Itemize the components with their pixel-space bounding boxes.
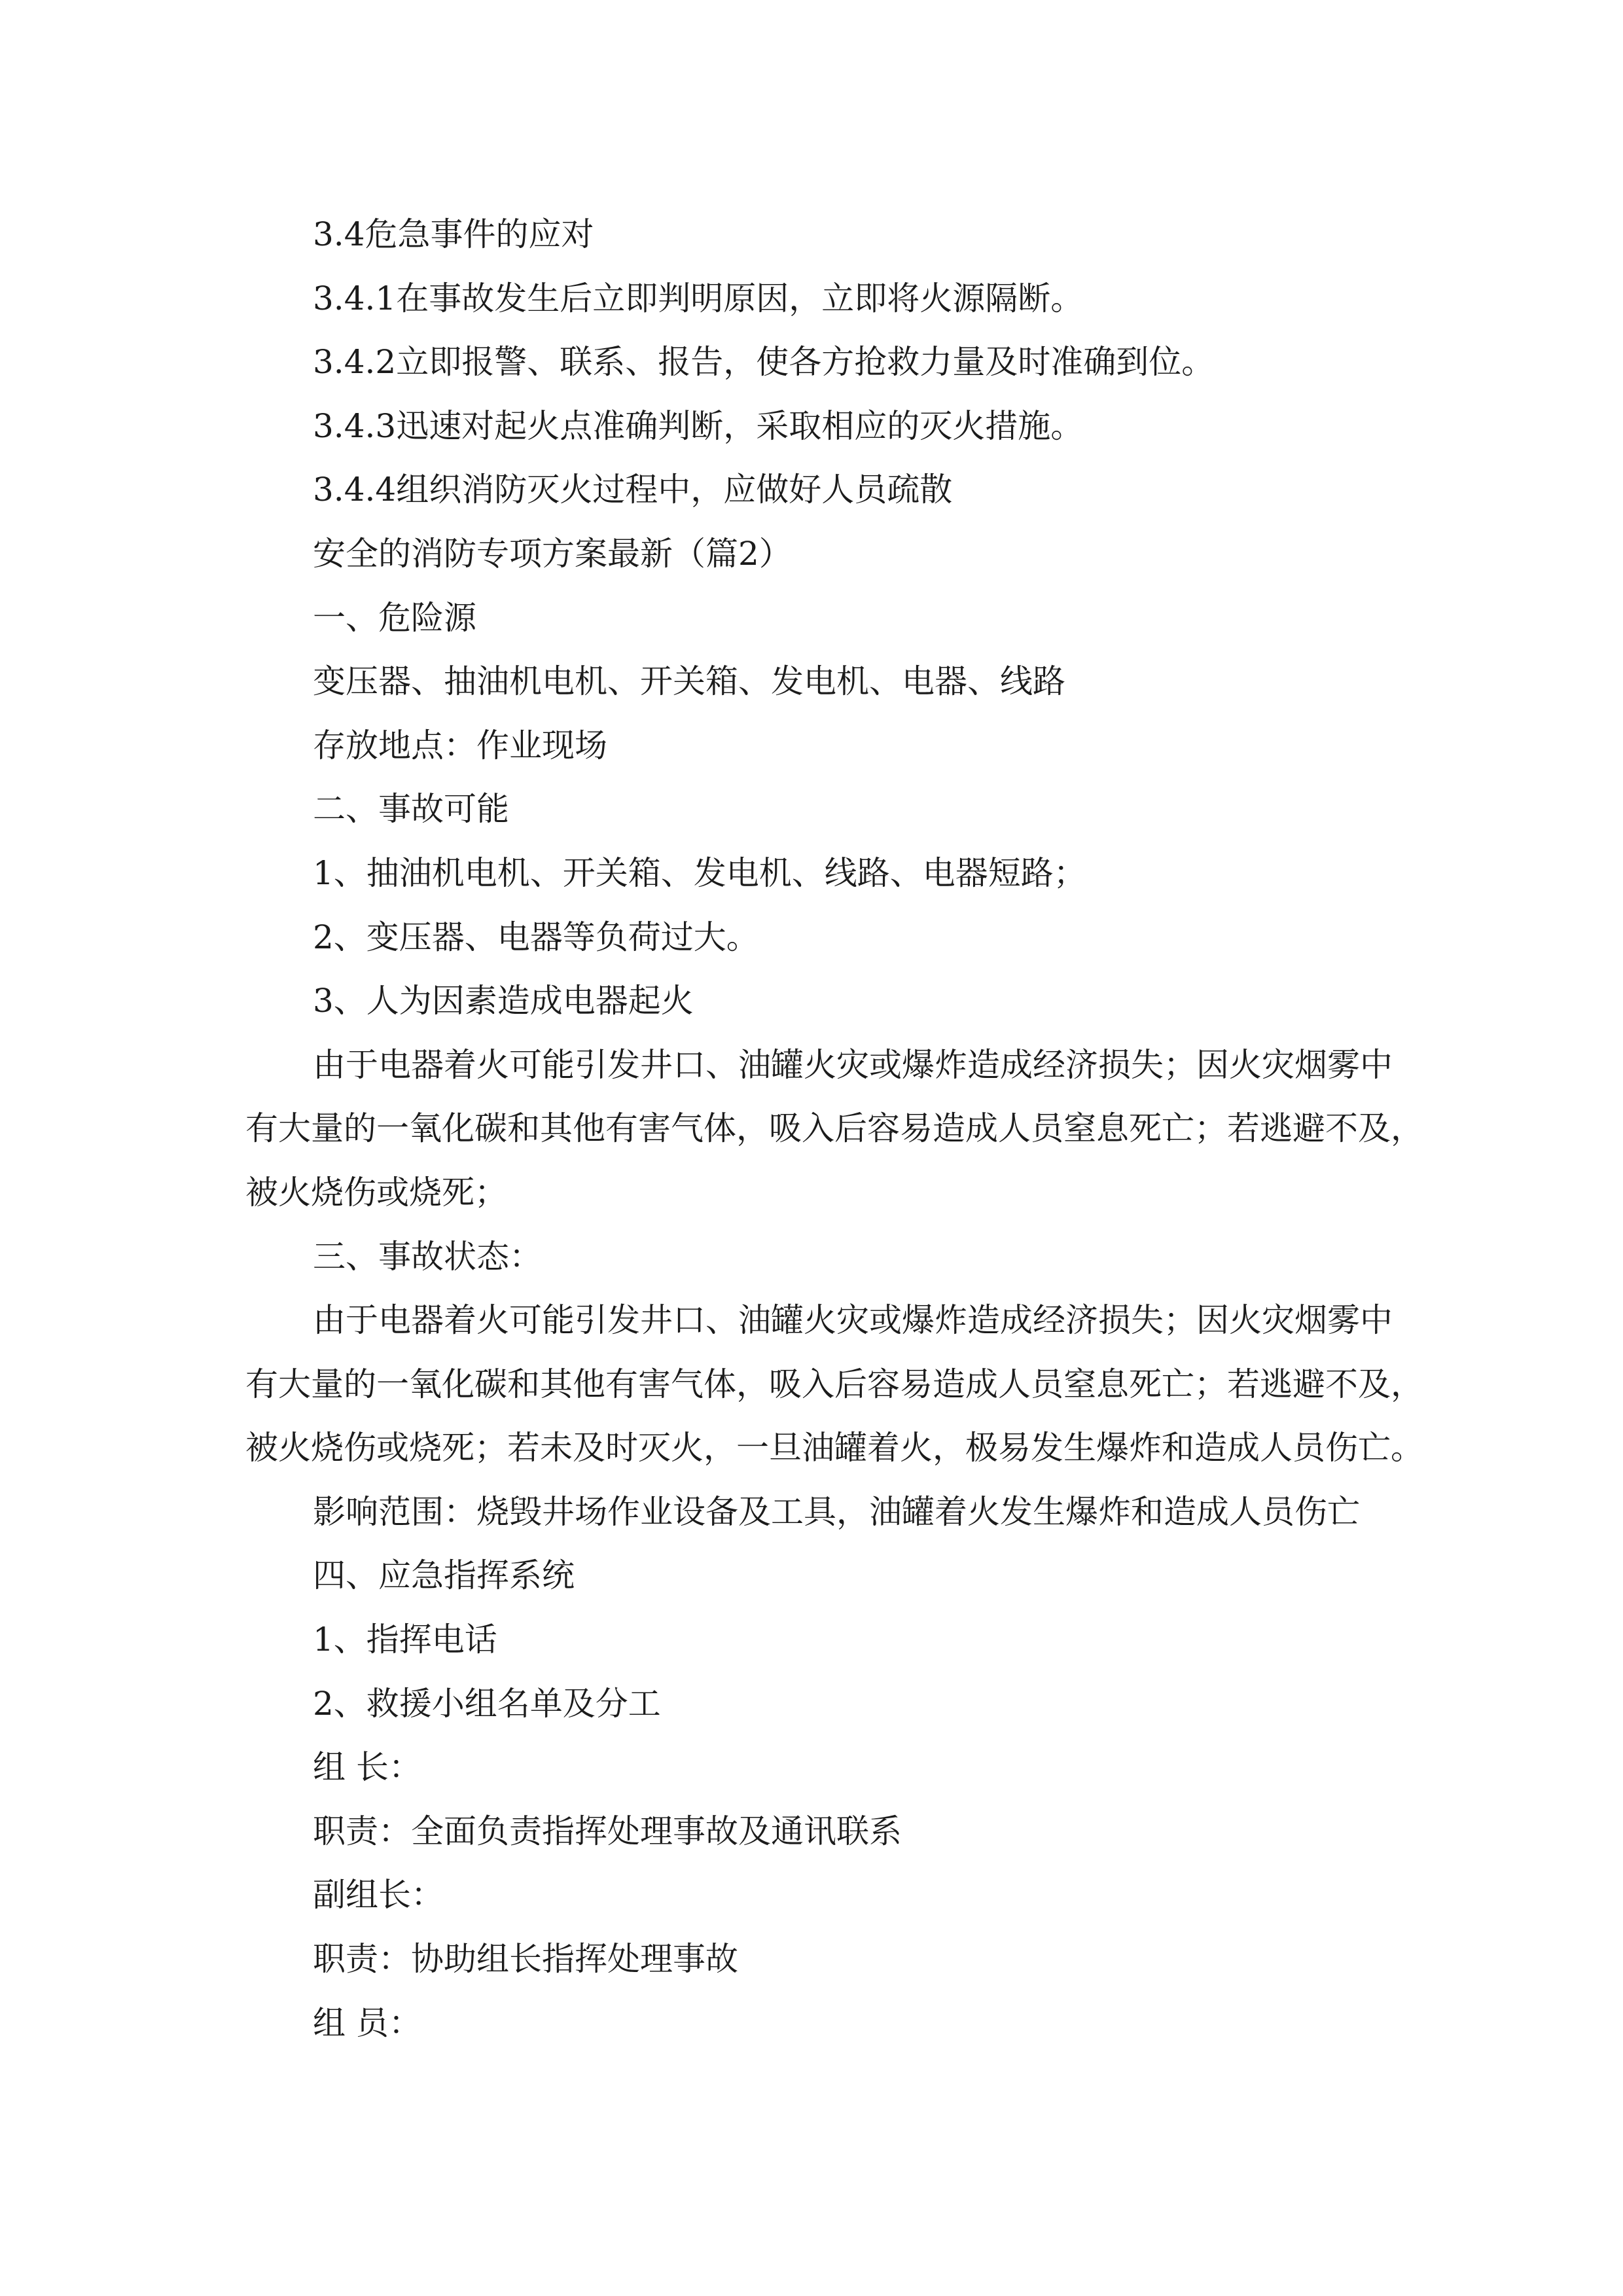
document-line: 组 长： <box>313 1748 421 1787</box>
document-line: 四、应急指挥系统 <box>313 1556 575 1595</box>
document-line: 2、变压器、电器等负荷过大。 <box>313 918 759 956</box>
document-line: 1、指挥电话 <box>313 1621 497 1659</box>
document-line: 组 员： <box>313 2003 421 2042</box>
document-line: 2、救援小组名单及分工 <box>313 1684 661 1723</box>
document-line: 由于电器着火可能引发井口、油罐火灾或爆炸造成经济损失；因火灾烟雾中 <box>313 1301 1393 1340</box>
document-line: 3.4.3迅速对起火点准确判断，采取相应的灭火措施。 <box>313 406 1084 445</box>
document-line: 职责：协助组长指挥处理事故 <box>313 1940 738 1979</box>
document-line: 3、人为因素造成电器起火 <box>313 982 694 1020</box>
document-line: 副组长： <box>313 1876 444 1914</box>
document-line: 3.4危急事件的应对 <box>313 215 594 253</box>
document-line: 有大量的一氧化碳和其他有害气体，吸入后容易造成人员窒息死亡；若逃避不及， <box>245 1365 1423 1403</box>
document-body <box>245 203 1423 2055</box>
document-line: 安全的消防专项方案最新（篇2） <box>313 534 792 573</box>
document-line: 3.4.2立即报警、联系、报告，使各方抢救力量及时准确到位。 <box>313 343 1215 382</box>
document-line: 被火烧伤或烧死； <box>245 1173 507 1211</box>
document-line: 影响范围：烧毁井场作业设备及工具，油罐着火发生爆炸和造成人员伤亡 <box>313 1492 1360 1531</box>
document-line: 二、事故可能 <box>313 790 509 829</box>
document-line: 由于电器着火可能引发井口、油罐火灾或爆炸造成经济损失；因火灾烟雾中 <box>313 1045 1393 1084</box>
document-line: 有大量的一氧化碳和其他有害气体，吸入后容易造成人员窒息死亡；若逃避不及， <box>245 1109 1423 1148</box>
document-line: 3.4.1在事故发生后立即判明原因，立即将火源隔断。 <box>313 279 1084 317</box>
document-line: 变压器、抽油机电机、开关箱、发电机、电器、线路 <box>313 662 1065 701</box>
document-line: 被火烧伤或烧死；若未及时灭火，一旦油罐着火，极易发生爆炸和造成人员伤亡。 <box>245 1429 1423 1467</box>
document-line: 三、事故状态： <box>313 1237 542 1276</box>
document-line: 一、危险源 <box>313 598 476 637</box>
document-line: 职责：全面负责指挥处理事故及通讯联系 <box>313 1812 902 1850</box>
document-line: 1、抽油机电机、开关箱、发电机、线路、电器短路； <box>313 853 1086 892</box>
document-line: 存放地点：作业现场 <box>313 726 607 764</box>
document-line: 3.4.4组织消防灭火过程中，应做好人员疏散 <box>313 471 953 509</box>
